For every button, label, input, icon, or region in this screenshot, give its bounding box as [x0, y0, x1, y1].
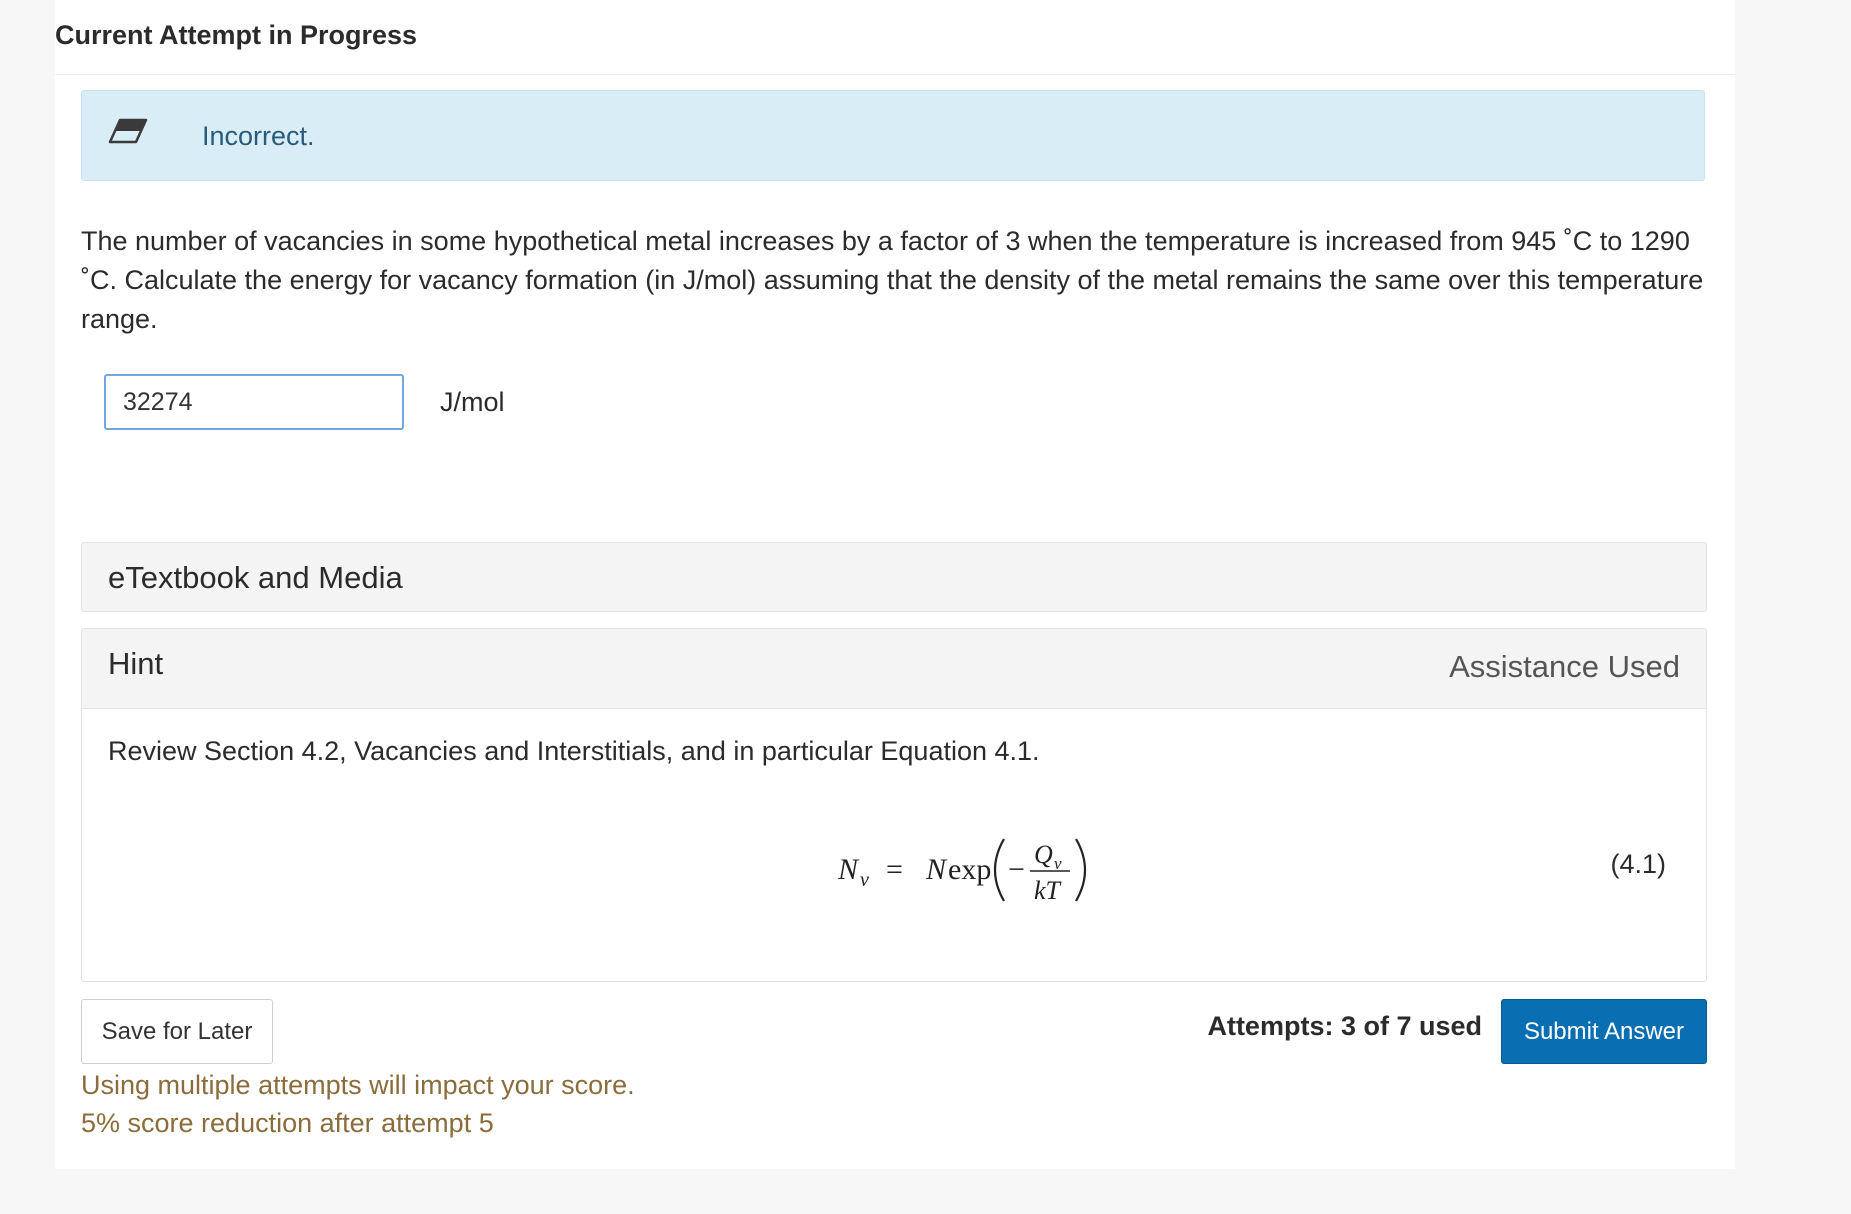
- attempts-counter: Attempts: 3 of 7 used: [1207, 1011, 1482, 1041]
- answer-unit: J/mol: [440, 387, 505, 417]
- hint-panel: [81, 628, 1707, 982]
- assignment-page: [55, 0, 1735, 1169]
- vacancy-equation: [772, 819, 1092, 919]
- eq-rhs-func: exp: [948, 853, 992, 886]
- eraser-icon: [108, 117, 148, 147]
- eq-num-var: Q: [1034, 840, 1053, 869]
- eq-rhs-var: N: [926, 853, 947, 886]
- assistance-used-label: Assistance Used: [1449, 649, 1680, 684]
- hint-header[interactable]: [82, 629, 1706, 709]
- title-divider: [55, 74, 1735, 75]
- eq-minus: −: [1008, 853, 1025, 886]
- etextbook-media-label: eTextbook and Media: [108, 560, 403, 595]
- answer-input[interactable]: [104, 374, 404, 430]
- equation-number: (4.1): [1610, 849, 1666, 879]
- feedback-banner: [81, 90, 1705, 181]
- feedback-status: Incorrect.: [202, 121, 315, 151]
- warning-line-1: Using multiple attempts will impact your score.: [81, 1070, 635, 1100]
- eq-left-paren: [995, 839, 1004, 901]
- eq-den: kT: [1034, 876, 1060, 905]
- submit-answer-button[interactable]: Submit Answer: [1501, 999, 1707, 1064]
- page-title: Current Attempt in Progress: [55, 20, 418, 50]
- question-text: The number of vacancies in some hypothetical metal increases by a factor of 3 when the temperature is increased from 945 ˚C to 1290 ˚C. Calculate the energy for vacancy formation (in J/mol) assuming that the density of the metal remains the same over this temperature range.: [81, 226, 1704, 334]
- eq-lhs-sub: v: [860, 869, 869, 891]
- warning-line-2: 5% score reduction after attempt 5: [81, 1108, 494, 1138]
- hint-text: Review Section 4.2, Vacancies and Interstitials, and in particular Equation 4.1.: [108, 736, 1040, 766]
- eq-num-sub: v: [1054, 854, 1062, 873]
- etextbook-media-panel[interactable]: [81, 542, 1707, 612]
- attempt-warning: [81, 1066, 635, 1142]
- save-for-later-button[interactable]: Save for Later: [81, 999, 273, 1064]
- eq-equals: =: [886, 853, 903, 886]
- hint-label: Hint: [108, 646, 164, 681]
- eq-right-paren: [1076, 839, 1085, 901]
- eq-lhs-var: N: [838, 853, 859, 886]
